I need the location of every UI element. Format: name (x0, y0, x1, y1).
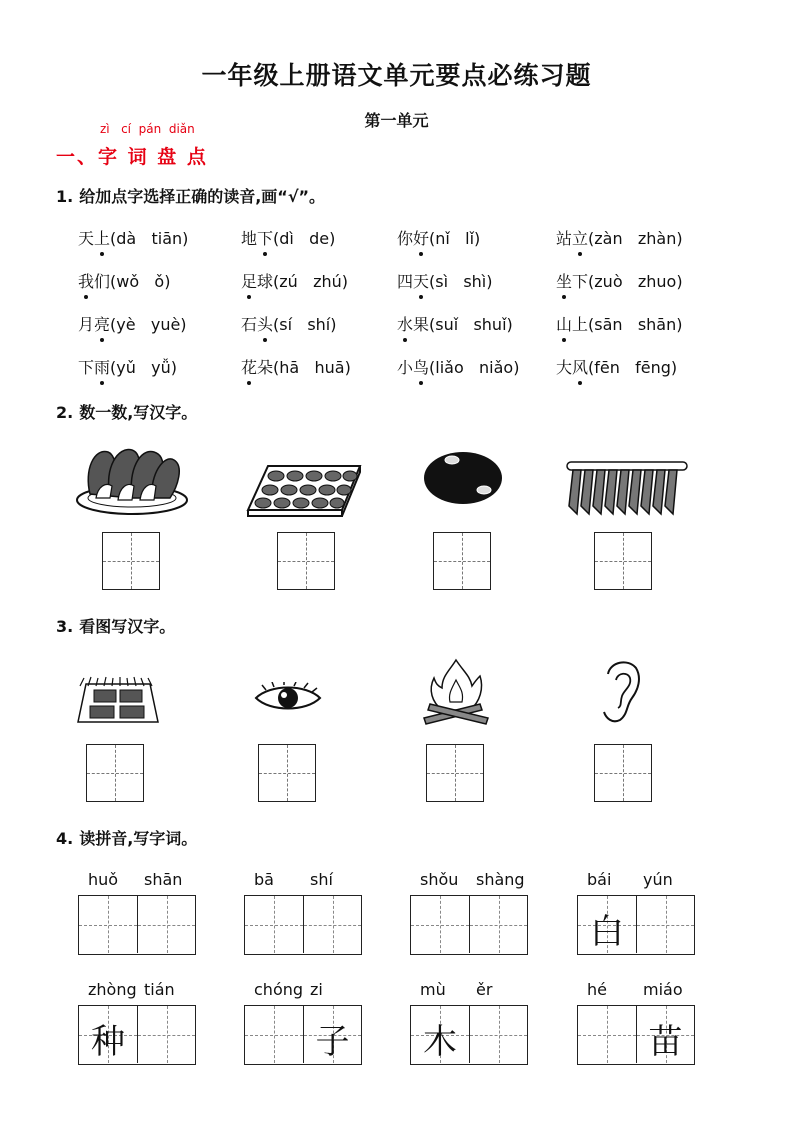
pinyin-label: shǒu (420, 870, 459, 889)
word-char: 你 (397, 229, 414, 248)
pinyin-label: mù (420, 980, 446, 999)
word-writing-box (244, 895, 362, 955)
word-writing-box (410, 1005, 528, 1065)
writing-cell[interactable] (245, 896, 303, 953)
word-char: 四 (397, 272, 414, 291)
pinyin-label: hé (587, 980, 607, 999)
question-number: 1. (56, 187, 74, 206)
pinyin-label: miáo (643, 980, 683, 999)
dotted-char: 坐 (556, 269, 572, 292)
pinyin-choice-item[interactable] (78, 355, 177, 378)
pinyin-options[interactable]: (yǔ yǚ) (110, 358, 177, 377)
dotted-char: 雨 (94, 355, 110, 378)
pinyin-label: bā (254, 870, 274, 889)
writing-cell[interactable] (469, 896, 527, 953)
pinyin-options[interactable]: (yè yuè) (110, 315, 187, 334)
pinyin-options[interactable]: (zàn zhàn) (588, 229, 683, 248)
question-number: 4. (56, 829, 74, 848)
pinyin-label: zhòng (88, 980, 137, 999)
ear-icon (598, 658, 642, 726)
word-writing-box (78, 1005, 196, 1065)
writing-box[interactable] (433, 532, 491, 590)
pinyin-options[interactable]: (sí shí) (273, 315, 337, 334)
dotted-char: 好 (413, 226, 429, 249)
bananas-hanger-icon (565, 460, 689, 516)
pinyin-label: shàng (476, 870, 525, 889)
word-writing-box (577, 895, 695, 955)
word-char: 小 (397, 358, 414, 377)
word-char: 球 (257, 272, 274, 291)
word-char: 上 (572, 315, 589, 334)
pinyin-options[interactable]: (sì shì) (429, 272, 493, 291)
question-text: 读拼音,写字词。 (79, 829, 198, 848)
writing-cell[interactable] (578, 1006, 636, 1063)
cabbage-plate-icon (74, 440, 190, 518)
word-char: 石 (241, 315, 258, 334)
unit-title: 第一单元 (364, 111, 429, 130)
question-1 (56, 184, 325, 207)
writing-box[interactable] (594, 532, 652, 590)
writing-cell[interactable] (245, 1006, 303, 1063)
round-cake-icon (422, 446, 504, 506)
fire-icon (420, 656, 492, 726)
pinyin-options[interactable]: (sān shān) (588, 315, 683, 334)
question-text: 数一数,写汉字。 (79, 403, 198, 422)
question-4 (56, 826, 197, 849)
pinyin-options[interactable]: (suǐ shuǐ) (429, 315, 513, 334)
pinyin-options[interactable]: (fēn fēng) (588, 358, 678, 377)
given-char: 种 (91, 1022, 125, 1062)
word-char: 下 (572, 272, 589, 291)
given-char: 苗 (648, 1022, 683, 1062)
pinyin-label: yún (643, 870, 673, 889)
pinyin-options[interactable]: (zuò zhuo) (588, 272, 683, 291)
word-writing-box (244, 1005, 362, 1065)
eye-icon (254, 682, 322, 714)
word-writing-box (78, 895, 196, 955)
given-char: 子 (315, 1022, 350, 1062)
pinyin-choice-item[interactable] (397, 269, 492, 292)
given-char: 白 (590, 912, 624, 952)
writing-box[interactable] (102, 532, 160, 590)
dotted-char: 水 (397, 312, 413, 335)
word-char: 朵 (257, 358, 274, 377)
writing-cell[interactable] (469, 1006, 527, 1063)
question-2 (56, 400, 197, 423)
word-char: 站 (556, 229, 573, 248)
dotted-char: 立 (572, 226, 588, 249)
pinyin-choice-item[interactable] (241, 312, 336, 335)
word-char: 月 (78, 315, 95, 334)
pinyin-choice-item[interactable] (78, 226, 188, 249)
dotted-char: 花 (241, 355, 257, 378)
question-number: 2. (56, 403, 74, 422)
writing-cell[interactable] (137, 1006, 195, 1063)
word-char: 大 (556, 358, 573, 377)
writing-cell[interactable] (636, 896, 694, 953)
pinyin-choice-item[interactable] (241, 269, 348, 292)
question-3 (56, 614, 175, 637)
writing-cell[interactable] (79, 896, 137, 953)
pinyin-choice-item[interactable] (556, 226, 683, 249)
writing-cell[interactable] (303, 1006, 361, 1063)
word-char: 地 (241, 229, 258, 248)
given-char: 木 (423, 1022, 457, 1062)
writing-cell[interactable] (303, 896, 361, 953)
word-writing-box (410, 895, 528, 955)
writing-box[interactable] (277, 532, 335, 590)
dotted-char: 足 (241, 269, 257, 292)
pinyin-choice-item[interactable] (78, 312, 187, 335)
writing-cell[interactable] (578, 896, 636, 953)
question-text: 给加点字选择正确的读音,画“√”。 (79, 187, 326, 206)
pinyin-label: tián (144, 980, 175, 999)
writing-box[interactable] (258, 744, 316, 802)
writing-box[interactable] (86, 744, 144, 802)
dotted-char: 天 (413, 269, 429, 292)
pinyin-options[interactable]: (hā huā) (273, 358, 351, 377)
burger-tray-icon (246, 462, 362, 518)
pinyin-label: huǒ (88, 870, 119, 889)
dotted-char: 我 (78, 269, 94, 292)
pinyin-choice-item[interactable] (556, 355, 677, 378)
dotted-char: 头 (257, 312, 273, 335)
section-title: 一、字 词 盘 点 (56, 146, 208, 168)
pinyin-choice-item[interactable] (397, 355, 519, 378)
pinyin-choice-item[interactable] (78, 269, 170, 292)
writing-box[interactable] (594, 744, 652, 802)
writing-cell[interactable] (411, 1006, 469, 1063)
writing-cell[interactable] (137, 896, 195, 953)
pinyin-choice-item[interactable] (556, 269, 683, 292)
field-icon (76, 676, 160, 724)
dotted-char: 上 (94, 226, 110, 249)
dotted-char: 风 (572, 355, 588, 378)
pinyin-options[interactable]: (liǎo niǎo) (429, 358, 520, 377)
dotted-char: 山 (556, 312, 572, 335)
pinyin-choice-item[interactable] (397, 226, 480, 249)
dotted-char: 亮 (94, 312, 110, 335)
pinyin-options[interactable]: (dà tiān) (110, 229, 189, 248)
page-title: 一年级上册语文单元要点必练习题 (201, 61, 592, 90)
writing-box[interactable] (426, 744, 484, 802)
section-pinyin: zì cí pán diǎn (100, 122, 195, 136)
writing-cell[interactable] (411, 896, 469, 953)
pinyin-options[interactable]: (zú zhú) (273, 272, 348, 291)
dotted-char: 下 (257, 226, 273, 249)
pinyin-label: zi (310, 980, 323, 999)
word-char: 果 (413, 315, 430, 334)
writing-cell[interactable] (79, 1006, 137, 1063)
pinyin-choice-item[interactable] (241, 355, 351, 378)
pinyin-label: bái (587, 870, 612, 889)
pinyin-label: ěr (476, 980, 493, 999)
pinyin-label: shí (310, 870, 333, 889)
pinyin-options[interactable]: (dì de) (273, 229, 336, 248)
word-char: 下 (78, 358, 95, 377)
pinyin-label: shān (144, 870, 183, 889)
pinyin-choice-item[interactable] (556, 312, 682, 335)
word-writing-box (577, 1005, 695, 1065)
writing-cell[interactable] (636, 1006, 694, 1063)
pinyin-label: chóng (254, 980, 304, 999)
pinyin-options[interactable]: (nǐ lǐ) (429, 229, 481, 248)
question-text: 看图写汉字。 (79, 617, 176, 636)
dotted-char: 鸟 (413, 355, 429, 378)
pinyin-choice-item[interactable] (241, 226, 335, 249)
word-char: 们 (94, 272, 111, 291)
pinyin-choice-item[interactable] (397, 312, 513, 335)
question-number: 3. (56, 617, 74, 636)
pinyin-options[interactable]: (wǒ ǒ) (110, 272, 171, 291)
word-char: 天 (78, 229, 95, 248)
